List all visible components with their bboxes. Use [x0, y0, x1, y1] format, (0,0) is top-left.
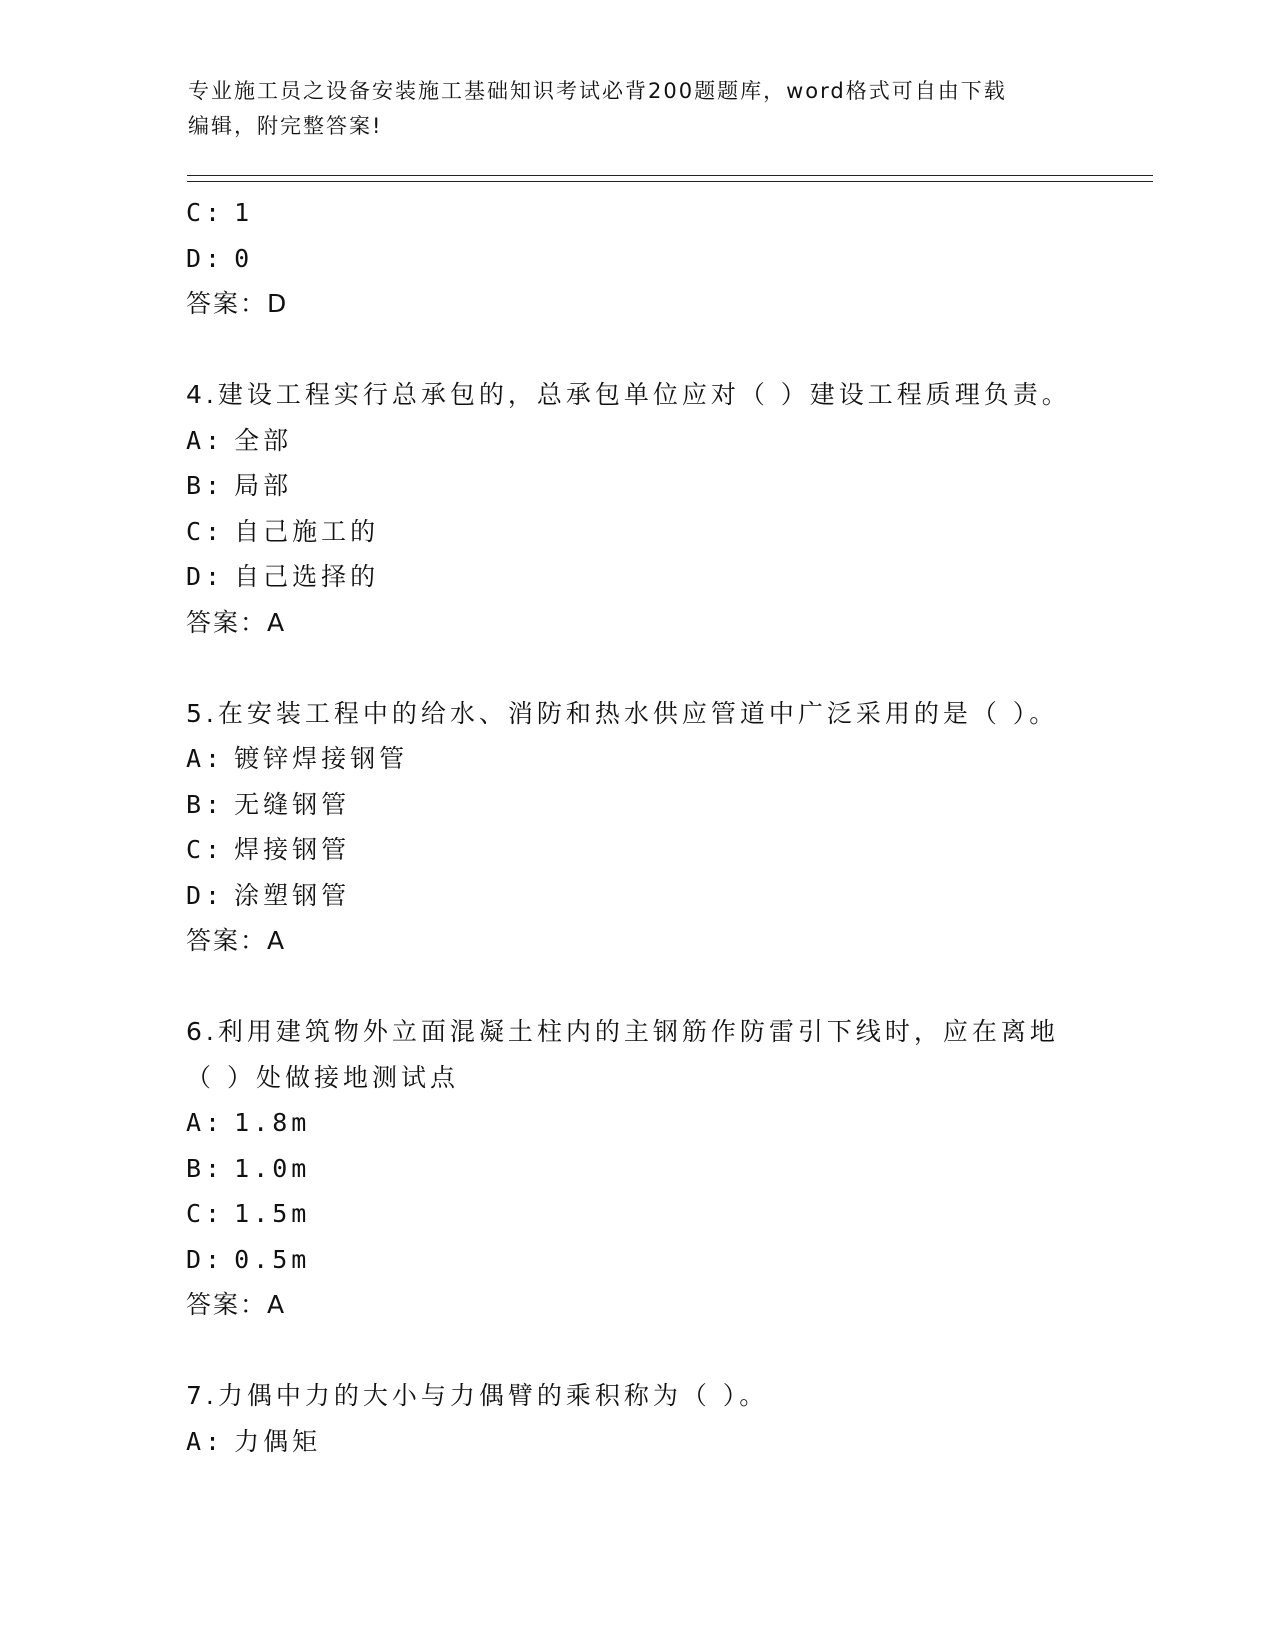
option-line: [186, 1237, 1146, 1283]
answer-line: 答案：A: [186, 607, 287, 637]
option-text: 0: [234, 243, 254, 273]
option-label: B:: [186, 1153, 225, 1183]
option-line: [186, 1100, 1146, 1146]
option-line: [186, 1191, 1146, 1237]
question-block: [186, 1009, 1146, 1328]
option-label: C:: [186, 1199, 225, 1228]
question-text: 7.力偶中力的大小与力偶臂的乘积称为（ ）。: [186, 1381, 769, 1410]
question-block: [186, 691, 1146, 964]
document-header: [188, 74, 1068, 144]
answer-line: 答案：D: [186, 289, 289, 318]
option-text: 全部: [234, 425, 293, 455]
option-line: [186, 463, 1146, 509]
question-text: 5.在安装工程中的给水、消防和热水供应管道中广泛采用的是（ ）。: [186, 698, 1059, 728]
header-rule-top: [187, 175, 1153, 176]
option-text: 1.8m: [234, 1108, 311, 1137]
option-text: 1: [234, 198, 254, 227]
option-label: A:: [186, 744, 225, 773]
header-title-line-2: 编辑，附完整答案!: [188, 114, 383, 138]
option-label: D:: [186, 243, 225, 273]
option-label: A:: [186, 1426, 225, 1456]
option-line: [186, 190, 1146, 236]
option-label: A:: [186, 1108, 225, 1137]
option-label: C:: [186, 198, 225, 227]
option-label: A:: [186, 425, 225, 455]
option-line: [186, 554, 1146, 600]
answer-line: 答案：A: [186, 1290, 287, 1319]
option-label: C:: [186, 516, 225, 546]
question-text: 4.建设工程实行总承包的，总承包单位应对（ ）建设工程质理负责。: [186, 380, 1071, 409]
option-label: D:: [186, 1244, 225, 1274]
option-line: [186, 1146, 1146, 1192]
option-label: B:: [186, 471, 225, 500]
option-text: 无缝钢管: [234, 789, 351, 819]
header-rule-bottom: [187, 181, 1153, 182]
question-block: [186, 372, 1146, 645]
option-text: 1.0m: [234, 1153, 311, 1183]
option-text: 0.5m: [234, 1244, 311, 1274]
option-text: 焊接钢管: [234, 835, 351, 864]
question-block: [186, 190, 1146, 327]
option-line: [186, 236, 1146, 282]
option-label: D:: [186, 880, 225, 910]
option-line: [186, 827, 1146, 873]
block-spacer: [186, 645, 1146, 691]
option-text: 自己施工的: [234, 516, 380, 546]
option-line: [186, 873, 1146, 919]
option-text: 涂塑钢管: [234, 880, 351, 910]
option-text: 1.5m: [234, 1199, 311, 1228]
option-line: [186, 736, 1146, 782]
option-label: B:: [186, 789, 225, 819]
block-spacer: [186, 964, 1146, 1010]
option-text: 力偶矩: [234, 1426, 322, 1456]
option-text: 自己选择的: [234, 562, 380, 591]
option-label: C:: [186, 835, 225, 864]
option-text: 镀锌焊接钢管: [234, 744, 409, 773]
block-spacer: [186, 1328, 1146, 1374]
question-text: 6.利用建筑物外立面混凝土柱内的主钢筋作防雷引下线时，应在离地: [186, 1017, 1059, 1046]
header-title-line-1: 专业施工员之设备安装施工基础知识考试必背200题题库，word格式可自由下载: [188, 79, 1007, 103]
option-line: [186, 509, 1146, 555]
option-line: [186, 418, 1146, 464]
option-text: 局部: [234, 471, 293, 500]
option-line: [186, 782, 1146, 828]
block-spacer: [186, 327, 1146, 373]
question-list: [186, 190, 1146, 1464]
option-label: D:: [186, 562, 225, 591]
question-block: [186, 1373, 1146, 1464]
answer-line: 答案：A: [186, 926, 287, 955]
option-line: [186, 1419, 1146, 1465]
question-text: （ ）处做接地测试点: [186, 1062, 459, 1092]
